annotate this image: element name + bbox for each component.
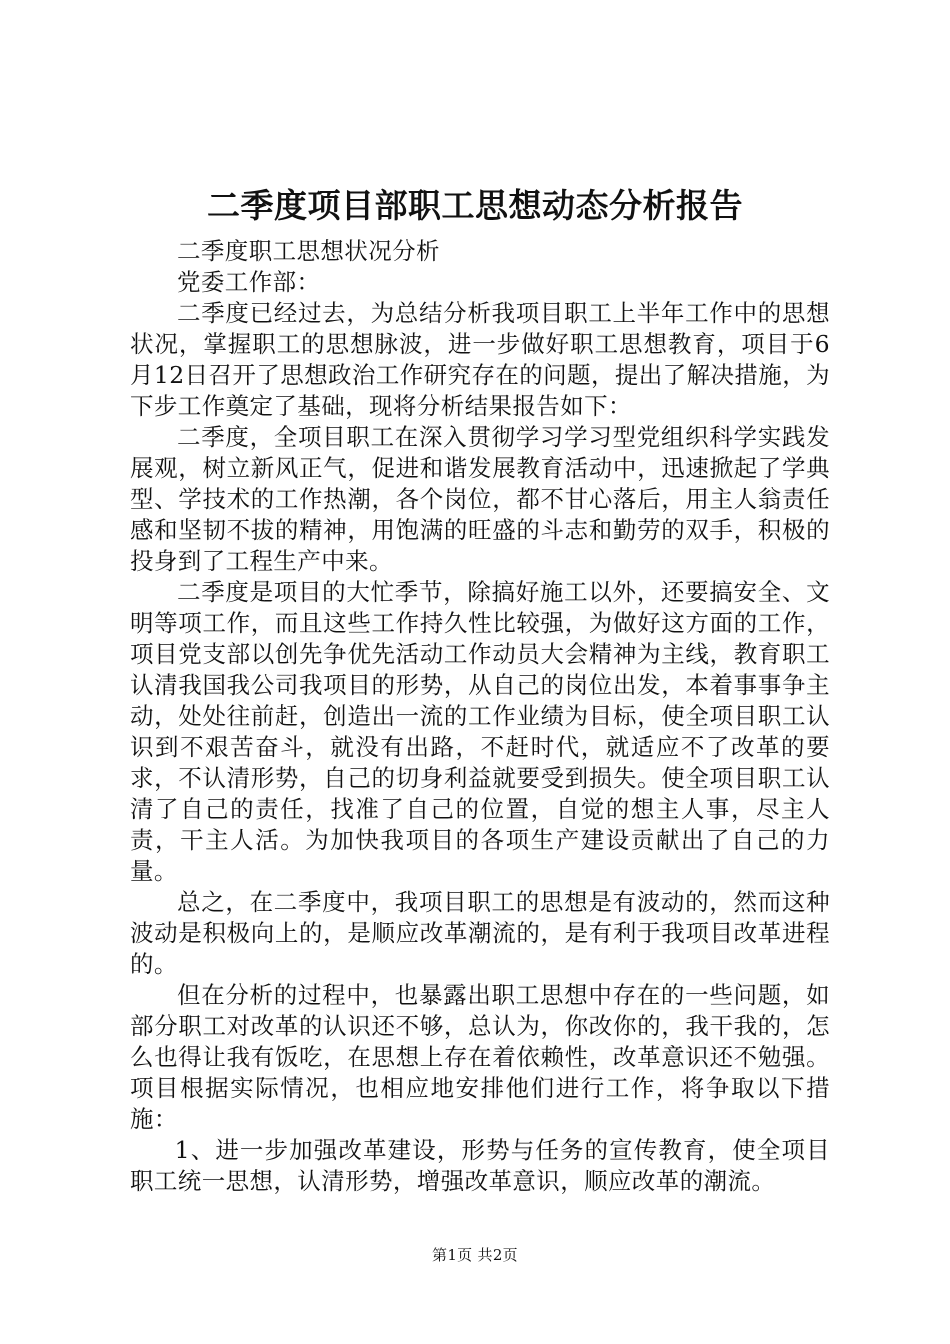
paragraph-subtitle: 二季度职工思想状况分析 <box>177 237 440 265</box>
document-body <box>130 236 830 1197</box>
paragraph-busy-season: 二季度是项目的大忙季节，除搞好施工以外，还要搞安全、文明等项工作，而且这些工作持久性比较强，为做好这方面的工作，项目党支部以创先争优先活动工作动员大会精神为主线，教育职工认清我国我公司我项目的形势，从自己的岗位出发，本着事事争主动，处处往前赶，创造出一流的工作业绩为目标，使全项目职工认识到不艰苦奋斗，就没有出路，不赶时代，就适应不了改革的要求，不认清形势，自己的切身利益就要受到损失。使全项目职工认清了自己的责任，找准了自己的位置，自觉的想主人事，尽主人责，干主人活。为加快我项目的各项生产建设贡献出了自己的力量。 <box>130 578 830 885</box>
paragraph-problems: 但在分析的过程中，也暴露出职工思想中存在的一些问题，如部分职工对改革的认识还不够，总认为，你改你的，我干我的，怎么也得让我有饭吃，在思想上存在着依赖性，改革意识还不勉强。项目根据实际情况，也相应地安排他们进行工作，将争取以下措施： <box>130 981 830 1133</box>
paragraph-addressee: 党委工作部： <box>177 268 321 296</box>
paragraph-summary: 总之，在二季度中，我项目职工的思想是有波动的，然而这种波动是积极向上的，是顺应改革潮流的，是有利于我项目改革进程的。 <box>130 888 830 978</box>
document-title: 二季度项目部职工思想动态分析报告 <box>207 186 743 225</box>
paragraph-overview: 二季度，全项目职工在深入贯彻学习学习型党组织科学实践发展观，树立新风正气，促进和谐发展教育活动中，迅速掀起了学典型、学技术的工作热潮，各个岗位，都不甘心落后，用主人翁责任感和坚韧不拔的精神，用饱满的旺盛的斗志和勤劳的双手，积极的投身到了工程生产中来。 <box>130 423 830 575</box>
paragraph-measure-1: 1、进一步加强改革建设，形势与任务的宣传教育，使全项目职工统一思想，认清形势，增强改革意识，顺应改革的潮流。 <box>130 1136 830 1195</box>
paragraph-intro: 二季度已经过去，为总结分析我项目职工上半年工作中的思想状况，掌握职工的思想脉波，进一步做好职工思想教育，项目于6月12日召开了思想政治工作研究存在的问题，提出了解决措施，为下步工作奠定了基础，现将分析结果报告如下： <box>130 299 830 420</box>
page-number: 第1页 共2页 <box>432 1246 518 1264</box>
